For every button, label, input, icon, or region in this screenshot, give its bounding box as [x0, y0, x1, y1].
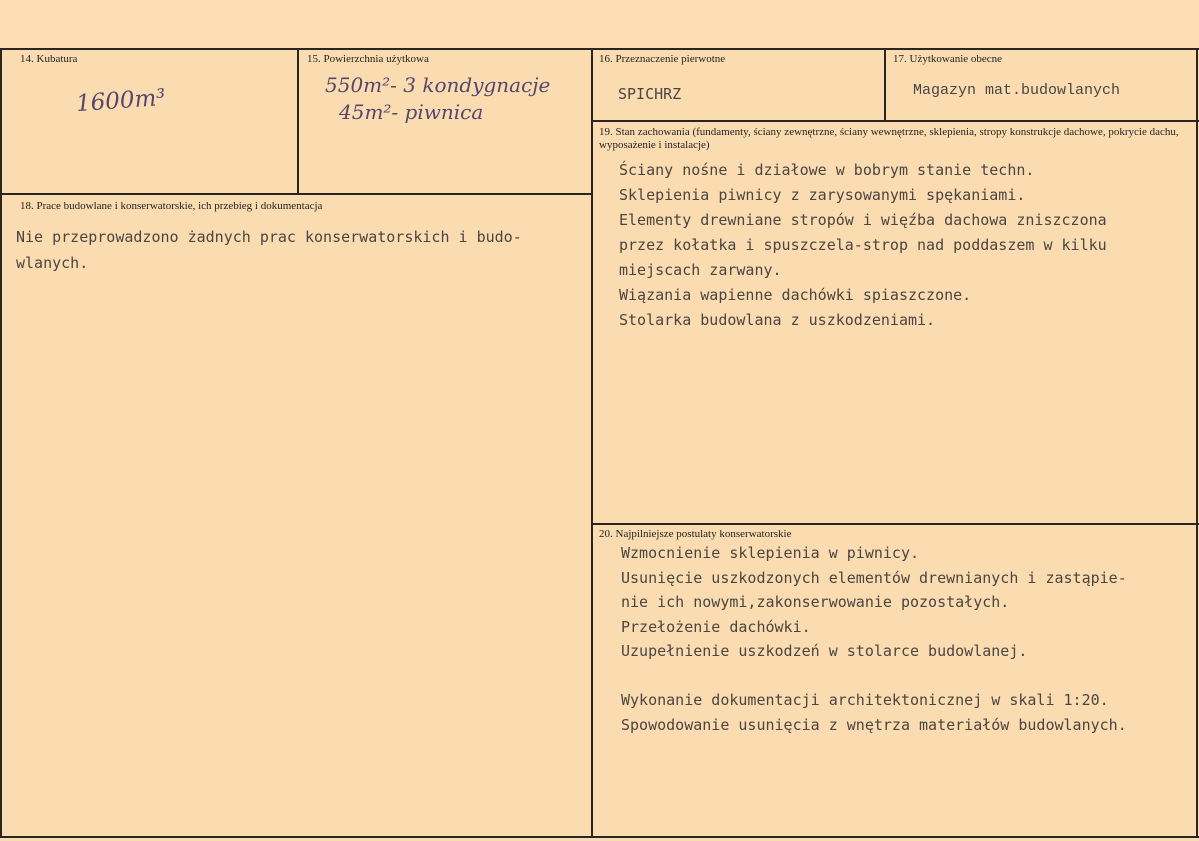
field-19-line: Sklepienia piwnicy z zarysowanymi spękaniami.	[619, 186, 1026, 204]
grid-line-col1	[297, 48, 299, 194]
field-19-line: Stolarka budowlana z uszkodzeniami.	[619, 311, 936, 329]
grid-line-col3	[884, 48, 886, 121]
field-20-line: Przełożenie dachówki.	[621, 617, 811, 636]
card-top-margin	[0, 0, 1199, 48]
field-19-text	[619, 158, 1107, 333]
grid-line-row2-right	[591, 120, 1199, 122]
field-16-value: SPICHRZ	[618, 85, 682, 103]
grid-line-top	[0, 48, 1199, 50]
field-19-line: przez kołatka i spuszczela-strop nad poddaszem w kilku	[619, 236, 1107, 254]
field-18-line: wlanych.	[16, 254, 89, 272]
field-18-text	[16, 224, 522, 276]
field-18-label: 18. Prace budowlane i konserwatorskie, ich przebieg i dokumentacja	[20, 200, 323, 212]
field-15-label: 15. Powierzchnia użytkowa	[307, 53, 429, 65]
field-20-line: Wykonanie dokumentacji architektonicznej w skali 1:20.	[621, 691, 1109, 709]
field-16-label: 16. Przeznaczenie pierwotne	[599, 53, 726, 65]
field-19-line: Wiązania wapienne dachówki spiaszczone.	[619, 286, 972, 304]
field-18-line: Nie przeprowadzono żadnych prac konserwatorskich i budo-	[16, 228, 522, 246]
grid-line-row3-right	[591, 523, 1199, 525]
field-20-line: Uzupełnienie uszkodzeń w stolarce budowlanej.	[621, 642, 1028, 660]
field-20-line: nie ich nowymi,zakonserwowanie pozostałych.	[621, 593, 1010, 611]
field-20-line	[621, 664, 1127, 689]
field-17-label: 17. Użytkowanie obecne	[893, 53, 1003, 65]
grid-line-bottom	[0, 836, 1199, 838]
field-19-line: Elementy drewniane stropów i więźba dachowa zniszczona	[619, 211, 1107, 229]
grid-line-row2-left	[0, 193, 591, 195]
field-20-text	[621, 541, 1127, 737]
field-14-value: 1600m³	[75, 84, 167, 118]
field-19-line: miejscach zarwany.	[619, 261, 782, 279]
field-19-line: Ściany nośne i działowe w bobrym stanie techn.	[619, 161, 1035, 179]
field-17-value: Magazyn mat.budowlanych	[913, 82, 1121, 99]
field-14-label: 14. Kubatura	[20, 53, 78, 65]
grid-line-center	[591, 48, 593, 837]
field-19-label: 19. Stan zachowania (fundamenty, ściany zewnętrzne, ściany wewnętrzne, sklepienia, stropy konstrukcje dachowe, pokrycie dachu, wyposażenie i instalacje)	[599, 126, 1179, 151]
field-15-line2: 45m²- piwnica	[339, 100, 484, 124]
field-20-label: 20. Najpilniejsze postulaty konserwatorskie	[599, 528, 792, 540]
field-15-line1: 550m²- 3 kondygnacje	[325, 73, 551, 97]
field-20-line: Spowodowanie usunięcia z wnętrza materiałów budowlanych.	[621, 715, 1127, 734]
grid-line-left-edge	[0, 48, 2, 837]
field-20-line: Wzmocnienie sklepienia w piwnicy.	[621, 544, 920, 562]
field-20-line: Usunięcie uszkodzonych elementów drewnianych i zastąpie-	[621, 568, 1127, 587]
grid-line-right-edge	[1196, 48, 1198, 837]
